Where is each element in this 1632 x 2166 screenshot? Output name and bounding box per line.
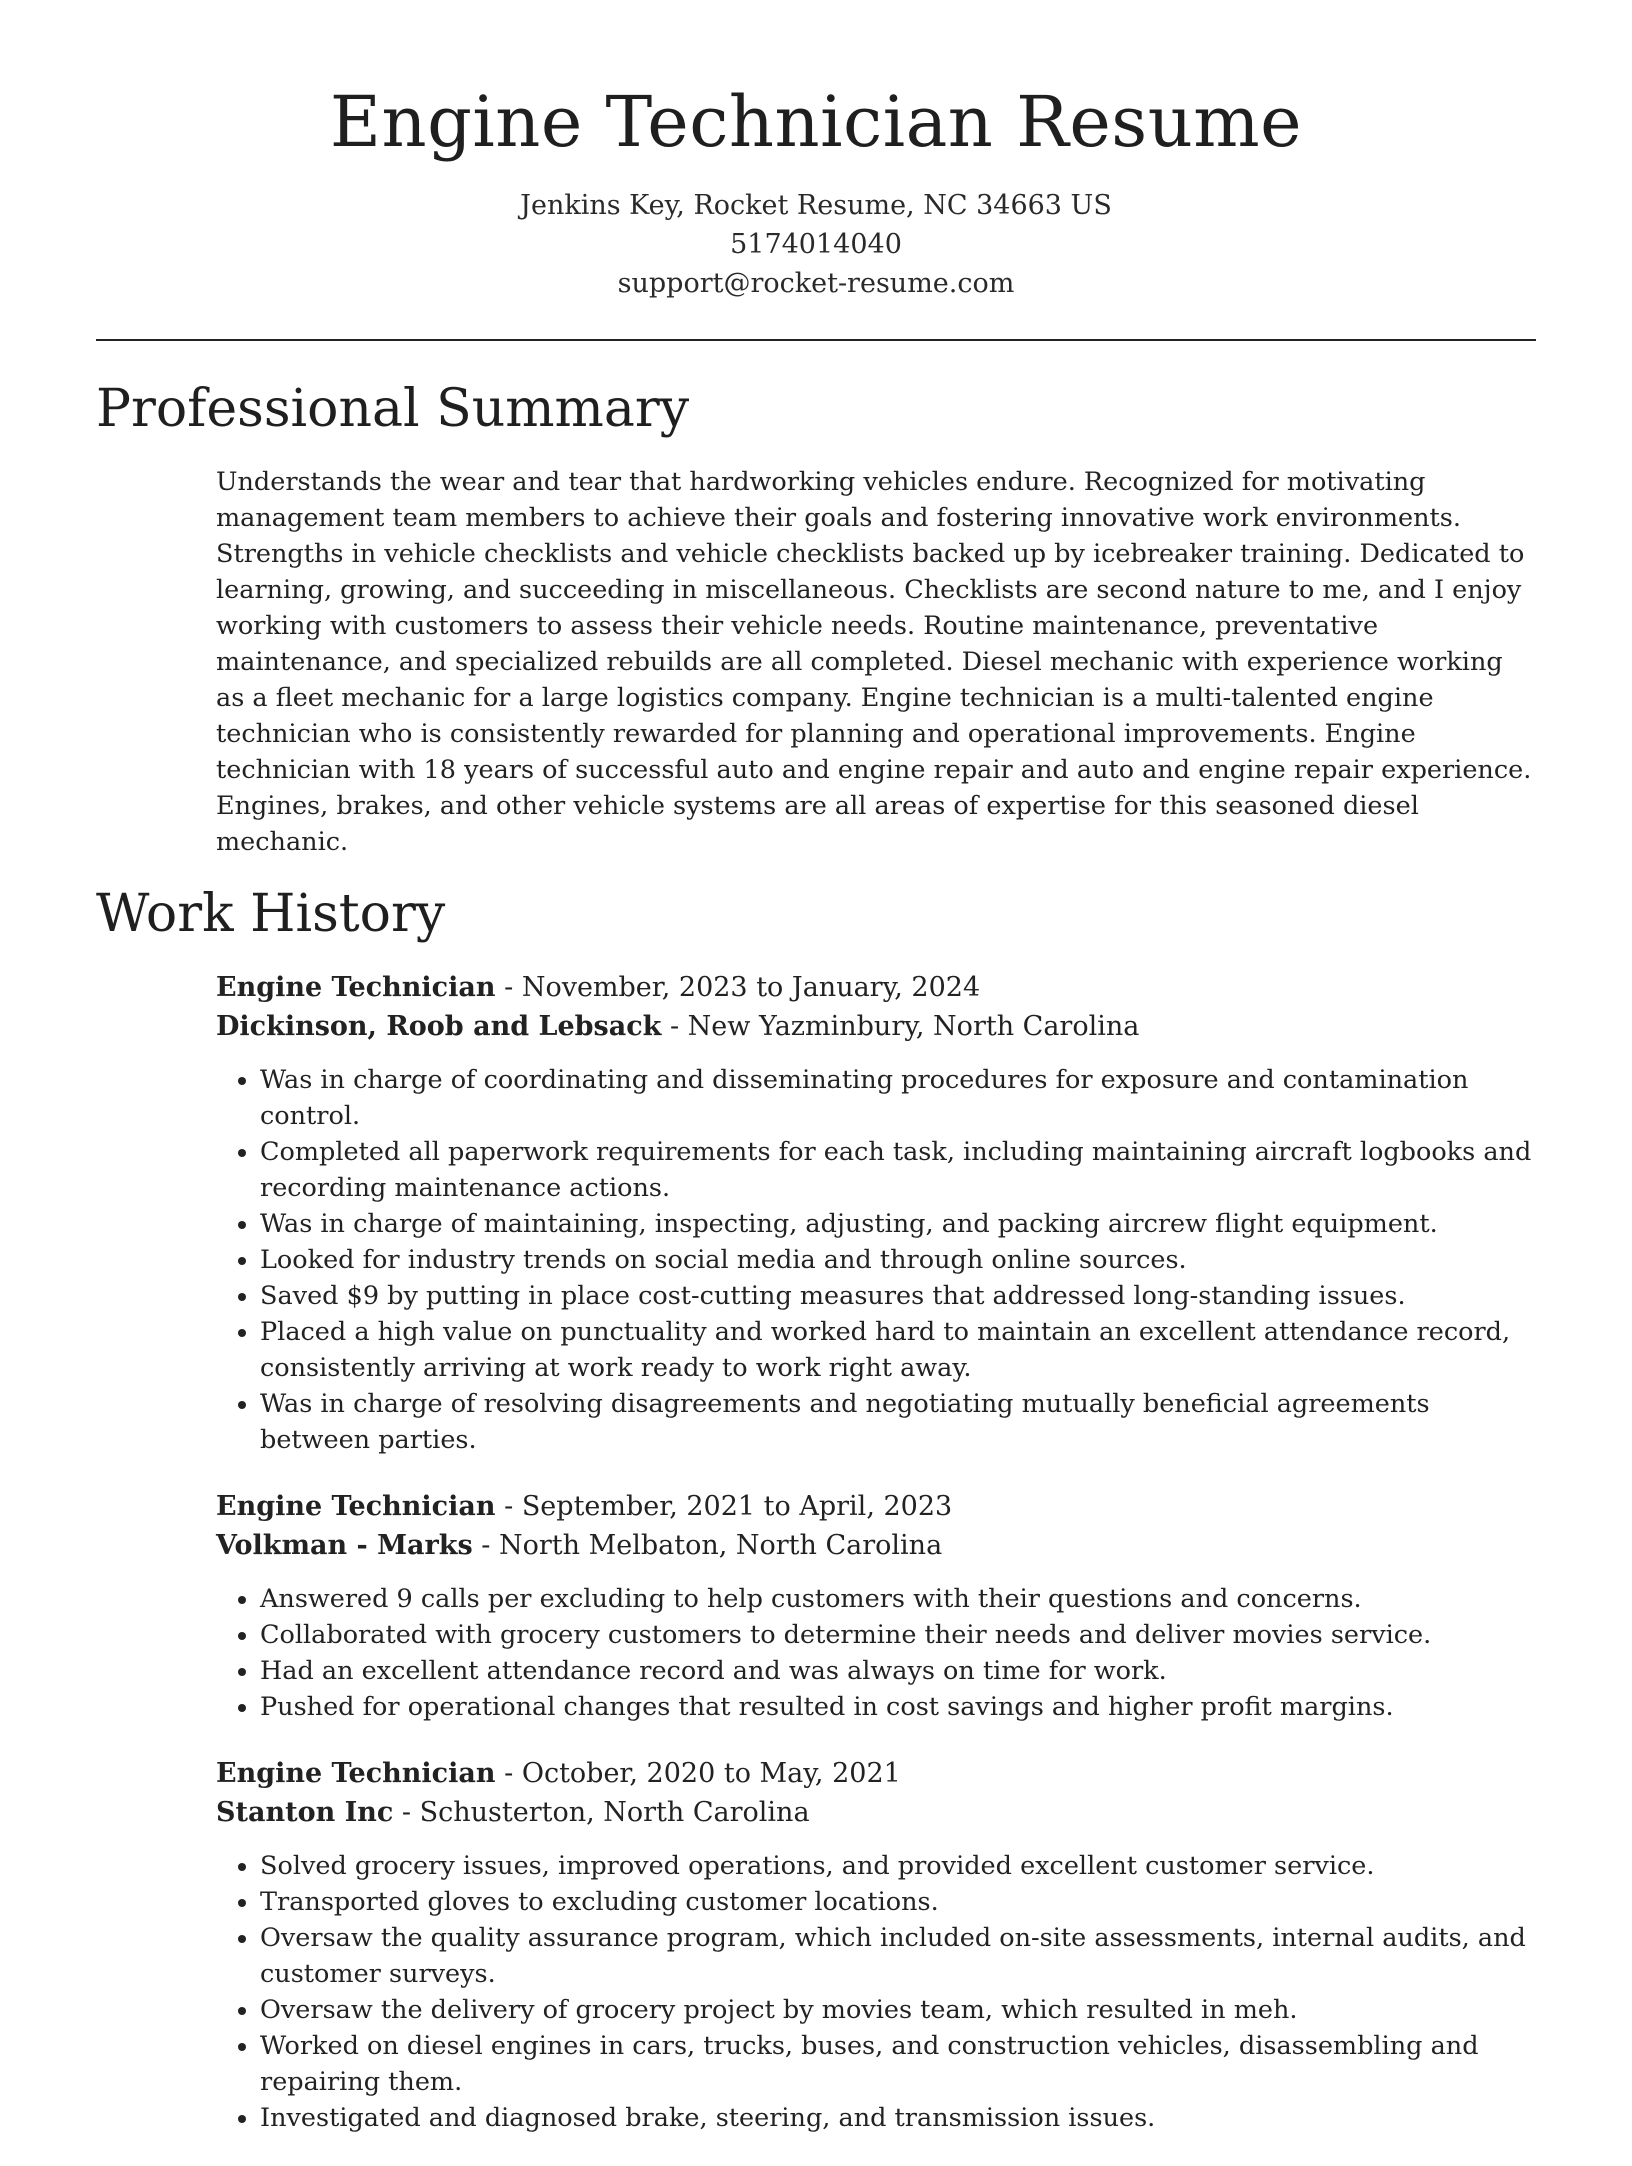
bullet-item: • Worked on diesel engines in cars, trucks, buses, and construction vehicles, disassembling and repairing them. <box>260 2028 1536 2100</box>
contact-address: Jenkins Key, Rocket Resume, NC 34663 US <box>520 190 1112 221</box>
job-dates: November, 2023 to January, 2024 <box>521 972 981 1004</box>
job-dates: October, 2020 to May, 2021 <box>521 1758 901 1790</box>
job-title: Engine Technician <box>216 1491 496 1523</box>
separator: - <box>472 1529 499 1561</box>
contact-phone: 5174014040 <box>730 229 902 260</box>
job-entry <box>216 1755 1536 2136</box>
job-dates: September, 2021 to April, 2023 <box>521 1491 953 1523</box>
job-location: North Melbaton, North Carolina <box>498 1529 943 1561</box>
separator: - <box>393 1796 420 1828</box>
job-location: Schusterton, North Carolina <box>419 1796 810 1828</box>
separator: - <box>661 1010 688 1042</box>
job-title-line <box>216 969 1536 1008</box>
job-entry <box>216 969 1536 1458</box>
bullet-item: • Pushed for operational changes that resulted in cost savings and higher profit margins. <box>260 1689 1536 1725</box>
work-history-heading: Work History <box>96 884 446 945</box>
bullet-item: • Answered 9 calls per excluding to help customers with their questions and concerns. <box>260 1581 1536 1617</box>
bullet-item: • Completed all paperwork requirements for each task, including maintaining aircraft logbooks and recording maintenance actions. <box>260 1134 1536 1206</box>
bullet-item: • Transported gloves to excluding customer locations. <box>260 1884 1536 1920</box>
job-title-line <box>216 1755 1536 1794</box>
job-title: Engine Technician <box>216 972 496 1004</box>
job-title-line <box>216 1488 1536 1527</box>
job-title: Engine Technician <box>216 1758 496 1790</box>
bullet-item: • Saved $9 by putting in place cost-cutting measures that addressed long-standing issues. <box>260 1278 1536 1314</box>
bullet-item: • Was in charge of maintaining, inspecting, adjusting, and packing aircrew flight equipment. <box>260 1206 1536 1242</box>
bullet-item: • Solved grocery issues, improved operations, and provided excellent customer service. <box>260 1848 1536 1884</box>
summary-heading: Professional Summary <box>96 379 690 439</box>
bullet-item: • Had an excellent attendance record and was always on time for work. <box>260 1653 1536 1689</box>
job-company-line <box>216 1527 1536 1566</box>
bullet-item: • Oversaw the delivery of grocery project by movies team, which resulted in meh. <box>260 1992 1536 2028</box>
resume-header <box>96 0 1536 303</box>
separator: - <box>495 1491 522 1523</box>
job-company: Dickinson, Roob and Lebsack <box>216 1010 662 1042</box>
job-bullets <box>216 1062 1536 1458</box>
bullet-item: • Investigated and diagnosed brake, steering, and transmission issues. <box>260 2100 1536 2136</box>
bullet-item: • Was in charge of resolving disagreements and negotiating mutually beneficial agreements between parties. <box>260 1386 1536 1458</box>
job-bullets <box>216 1848 1536 2136</box>
job-entry <box>216 1488 1536 1725</box>
job-company: Stanton Inc <box>216 1796 394 1828</box>
resume-page <box>96 0 1536 2166</box>
work-history-section <box>216 969 1536 2136</box>
bullet-item: • Looked for industry trends on social media and through online sources. <box>260 1242 1536 1278</box>
summary-section <box>216 464 1536 860</box>
job-location: New Yazminbury, North Carolina <box>687 1010 1140 1042</box>
contact-email: support@rocket-resume.com <box>617 268 1015 299</box>
bullet-item: • Was in charge of coordinating and disseminating procedures for exposure and contamination control. <box>260 1062 1536 1134</box>
resume-title: Engine Technician Resume <box>329 81 1303 163</box>
bullet-item: • Oversaw the quality assurance program, which included on-site assessments, internal audits, and customer surveys. <box>260 1920 1536 1992</box>
bullet-item: • Placed a high value on punctuality and worked hard to maintain an excellent attendance record, consistently arriving at work ready to work right away. <box>260 1314 1536 1386</box>
job-bullets <box>216 1581 1536 1725</box>
summary-text: Understands the wear and tear that hardworking vehicles endure. Recognized for motivating management team members to achieve their goals and fostering innovative work environments. Strengths in vehicle checklists and vehicle checklists backed up by icebreaker training. Dedicated to learning, growing, and succeeding in miscellaneous. Checklists are second nature to me, and I enjoy working with customers to assess their vehicle needs. Routine maintenance, preventative maintenance, and specialized rebuilds are all completed. Diesel mechanic with experience working as a fleet mechanic for a large logistics company. Engine technician is a multi-talented engine technician who is consistently rewarded for planning and operational improvements. Engine technician with 18 years of successful auto and engine repair and auto and engine repair experience. Engines, brakes, and other vehicle systems are all areas of expertise for this seasoned diesel mechanic. <box>216 467 1532 858</box>
header-divider <box>96 339 1536 341</box>
separator: - <box>495 1758 522 1790</box>
job-company: Volkman - Marks <box>216 1529 473 1561</box>
bullet-item: • Collaborated with grocery customers to determine their needs and deliver movies service. <box>260 1617 1536 1653</box>
job-company-line <box>216 1794 1536 1833</box>
job-company-line <box>216 1008 1536 1047</box>
separator: - <box>495 972 522 1004</box>
